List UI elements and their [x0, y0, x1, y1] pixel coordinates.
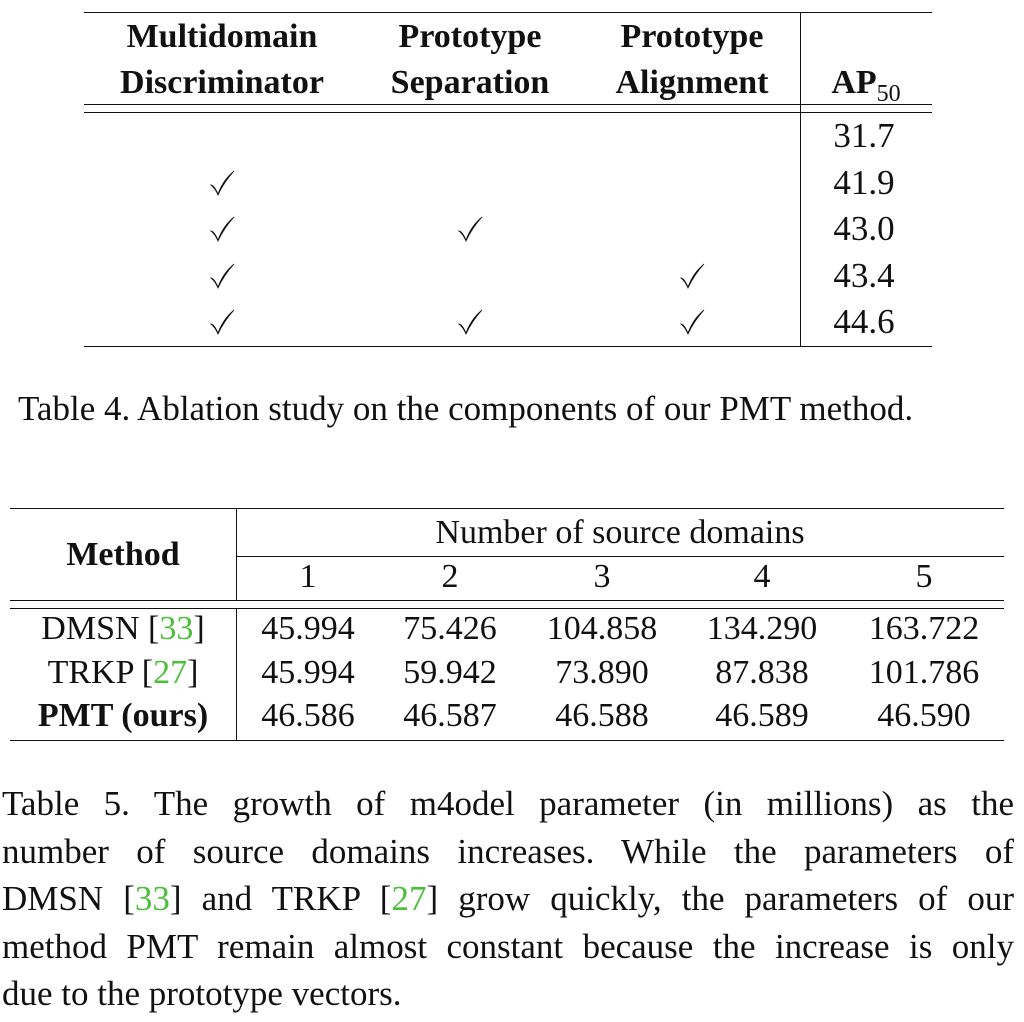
- ap50-value: 43.4: [833, 255, 895, 295]
- bracket: ]: [187, 653, 199, 691]
- method-label: DMSN: [41, 610, 140, 647]
- header-ap50: [816, 60, 916, 117]
- checkmark-icon: [202, 257, 242, 303]
- header-rule-1: [10, 600, 1004, 601]
- checkmark-icon: [450, 303, 490, 349]
- parameter-growth-table: [10, 508, 1004, 742]
- domain-count-header: 2: [441, 558, 459, 595]
- method-name: [10, 650, 236, 696]
- domain-count-header: 3: [593, 558, 611, 595]
- ablation-table: [84, 12, 932, 348]
- citation-link[interactable]: 27: [153, 653, 188, 691]
- caption-line: number of source domains increases. While the parameters of: [2, 831, 1014, 871]
- caption-line: method PMT remain almost constant because the increase is only: [2, 926, 1014, 966]
- table5-caption: [2, 780, 1014, 1018]
- checkmark-icon: [672, 257, 712, 303]
- header-divider: [800, 12, 801, 112]
- method-label: TRKP: [47, 653, 134, 691]
- param-value: 45.994: [261, 610, 355, 647]
- method-name: [10, 693, 236, 739]
- param-value: 101.786: [868, 653, 980, 691]
- checkmark-icon: [450, 210, 490, 256]
- param-value: 163.722: [868, 610, 980, 647]
- param-value: 75.426: [403, 610, 497, 647]
- header-rule-2: [84, 112, 932, 113]
- param-value: 46.587: [403, 697, 497, 734]
- header-alignment: [594, 14, 790, 106]
- ap50-value: 43.0: [833, 209, 895, 248]
- header-line: Multidomain: [126, 18, 318, 55]
- caption-line: due to the prototype vectors.: [2, 974, 402, 1013]
- checkmark-icon: [202, 303, 242, 349]
- header-divider: [236, 508, 237, 600]
- method-header: Method: [66, 536, 180, 573]
- param-value: 87.838: [715, 653, 809, 691]
- header-line: Alignment: [615, 64, 769, 101]
- domain-count-header: 4: [753, 558, 771, 595]
- header-line: Prototype: [398, 18, 542, 55]
- citation-link[interactable]: 33: [159, 610, 194, 647]
- ap50-value: 44.6: [833, 302, 895, 341]
- header-line: Discriminator: [120, 64, 324, 101]
- checkmark-icon: [672, 303, 712, 349]
- checkmark-icon: [202, 210, 242, 256]
- bracket: ]: [193, 610, 205, 647]
- param-value: 73.890: [555, 653, 649, 691]
- bracket: [: [133, 653, 154, 691]
- ap-subscript: 50: [876, 81, 901, 107]
- param-value: 59.942: [403, 653, 497, 691]
- param-value: 46.588: [555, 697, 649, 734]
- param-value: 46.586: [261, 697, 355, 734]
- checkmark-icon: [202, 164, 242, 210]
- body-divider: [800, 112, 801, 347]
- bottom-rule: [84, 346, 932, 347]
- caption-line: DMSN [33] and TRKP [27] grow quickly, the parameters of our: [2, 879, 1015, 918]
- domain-count-header: 5: [915, 558, 933, 595]
- header-multidomain: [84, 14, 360, 106]
- param-value: 134.290: [706, 610, 818, 647]
- ap50-value: 41.9: [833, 162, 895, 202]
- top-rule: [84, 12, 932, 13]
- method-label: PMT (ours): [37, 697, 209, 734]
- param-value: 46.590: [877, 697, 971, 734]
- header-line: Prototype: [620, 18, 764, 55]
- citation-link[interactable]: 27: [391, 879, 427, 918]
- param-value: 45.994: [261, 653, 355, 691]
- ap50-value: 31.7: [833, 116, 895, 155]
- param-value: 46.589: [715, 697, 809, 734]
- header-separation: [372, 14, 568, 106]
- header-rule-1: [84, 104, 932, 105]
- bracket: [: [139, 610, 160, 647]
- param-value: 104.858: [546, 610, 658, 647]
- caption-line: Table 5. The growth of m4odel parameter (in millions) as the: [2, 784, 1014, 823]
- bottom-rule: [10, 740, 1004, 741]
- header-line: Separation: [390, 64, 550, 101]
- ap-label: AP: [831, 64, 877, 101]
- group-header: Number of source domains: [435, 514, 805, 551]
- top-rule: [10, 508, 1004, 509]
- domain-count-header: 1: [299, 558, 317, 595]
- table4-caption: Table 4. Ablation study on the components of our PMT method.: [18, 389, 914, 428]
- method-name: [10, 606, 236, 652]
- citation-link[interactable]: 33: [134, 879, 170, 918]
